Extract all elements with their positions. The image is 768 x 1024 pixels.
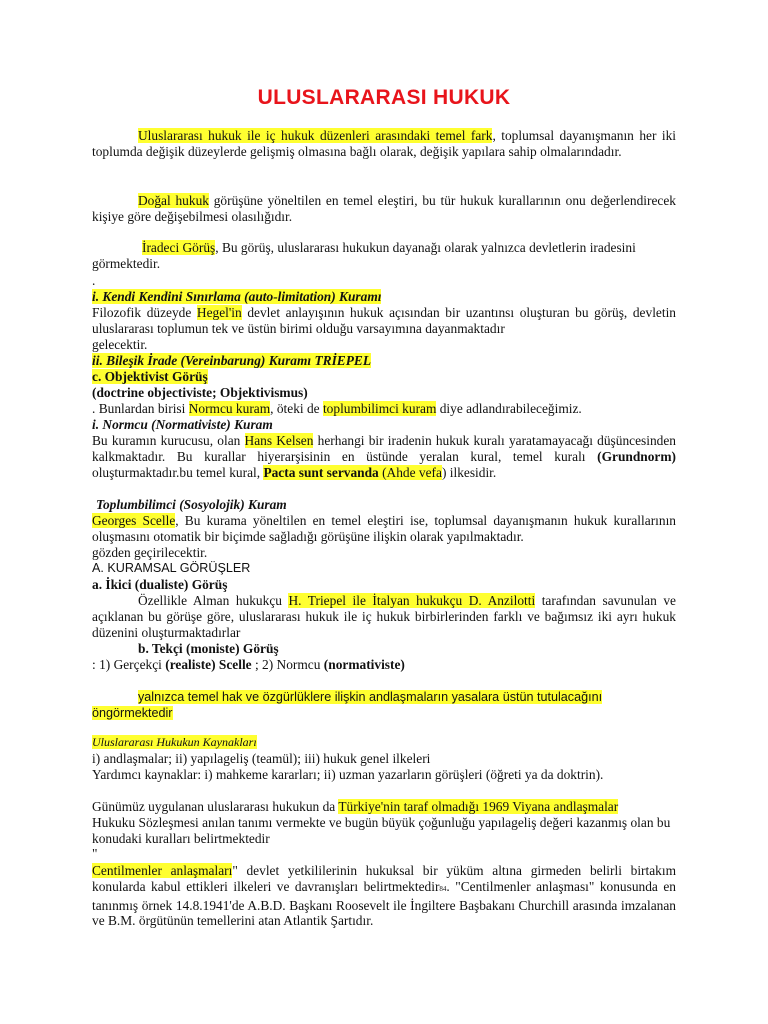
stray-dot: . bbox=[92, 273, 96, 288]
paragraph-scelle: Georges Scelle, Bu kurama yöneltilen en temel eleştiri ise, toplumsal dayanışmanın hukuk kurallarının oluşmasını otomatik bir biçimde sağladığı görüşüne ilişkin olarak yapılmaktadır. gözden geçirilecektir. bbox=[92, 513, 676, 560]
heading-normcu-kuram: i. Normcu (Normativiste) Kuram bbox=[92, 417, 273, 432]
heading-toplumbilimci: Toplumbilimci (Sosyolojik) Kuram bbox=[96, 497, 287, 512]
heading-kaynaklar: Uluslararası Hukukun Kaynakları bbox=[92, 735, 257, 749]
highlight: Hans Kelsen bbox=[244, 433, 314, 448]
paragraph-yardimci: Yardımcı kaynaklar: i) mahkeme kararları; ii) uzman yazarların görüşleri (öğreti ya da doktrin). bbox=[92, 767, 604, 782]
paragraph-realiste: : 1) Gerçekçi (realiste) Scelle ; 2) Normcu (normativiste) bbox=[92, 657, 405, 672]
paragraph-kelsen: Bu kuramın kurucusu, olan Hans Kelsen herhangi bir iradenin hukuk kuralı yaratamayacağı düşüncesinden kalkmaktadır. Bu kurallar hiyerarşisinin en üstünde yeralan kural, temel kuralı (Grundnorm) oluşturmaktadır.bu temel kural, Pacta sunt servanda (Ahde vefa) ilkesidir. bbox=[92, 433, 676, 480]
highlight: (Ahde vefa bbox=[378, 464, 442, 480]
highlight: toplumbilimci kuram bbox=[322, 401, 437, 416]
heading-objektivist: c. Objektivist Görüş bbox=[92, 369, 208, 384]
highlight: Centilmenler anlaşmaları bbox=[92, 863, 233, 878]
paragraph-iradeci-gorus: İradeci Görüş, Bu görüş, uluslararası hukukun dayanağı olarak yalnızca devletlerin iradesini görmektedir. bbox=[92, 240, 636, 271]
heading-ikici-gorus: a. İkici (dualiste) Görüş bbox=[92, 577, 228, 592]
highlight: Doğal hukuk bbox=[138, 193, 209, 208]
paragraph-dogal-hukuk: Doğal hukuk görüşüne yöneltilen en temel eleştiri, bu tür hukuk kurallarının onu değerlendirecek kişiye göre değişebilmesi olasılığıdır. bbox=[92, 193, 676, 224]
highlight: Türkiye'nin taraf olmadığı 1969 Viyana andlaşmalar bbox=[338, 799, 619, 814]
highlight: H. Triepel ile İtalyan hukukçu D. Anzilotti bbox=[288, 593, 536, 608]
highlight: Normcu kuram bbox=[188, 401, 271, 416]
footnote-ref: 84 bbox=[439, 884, 447, 893]
paragraph-temel-hak bbox=[92, 690, 676, 722]
highlight: Pacta sunt servanda bbox=[263, 464, 379, 480]
paragraph-normcu-toplum: . Bunlardan birisi Normcu kuram, öteki de toplumbilimci kuram diye adlandırabileceğimiz. bbox=[92, 401, 582, 416]
paragraph-hegel: Filozofik düzeyde Hegel'in devlet anlayışının hukuk açısından bir uzantınsı oluşturan bu görüş, devletin uluslararası toplumun tek ve üstün birimi olduğu varsayımına dayanmaktadır gelecektir. bbox=[92, 305, 676, 352]
heading-bilesik-irade: ii. Bileşik İrade (Vereinbarung) Kuramı TRİEPEL bbox=[92, 353, 372, 368]
paragraph-kaynaklar: i) andlaşmalar; ii) yapılageliş (teamül); iii) hukuk genel ilkeleri bbox=[92, 751, 431, 766]
highlight: İradeci Görüş bbox=[142, 240, 216, 255]
heading-kendi-kendini: i. Kendi Kendini Sınırlama (auto-limitation) Kuramı bbox=[92, 289, 382, 304]
heading-tekci-gorus: b. Tekçi (moniste) Görüş bbox=[138, 641, 279, 656]
highlight: Uluslararası hukuk ile iç hukuk düzenleri arasındaki temel fark bbox=[138, 128, 493, 143]
paragraph-centilmenler: Centilmenler anlaşmaları" devlet yetkililerinin hukuksal bir yüküm altına girmeden belirli birtakım konularda kabul ettikleri ilkeleri ve davranışları belirtmektedir84. "Centilmenler anlaşması" konusunda en tanınmış örnek 14.8.1941'de A.B.D. Başkanı Roosevelt ile İngiltere Başbakanı Churchill arasında imzalanan ve B.M. örgütünün temellerini atan Atlantik Şartıdır. bbox=[92, 863, 676, 929]
paragraph-temel-fark: Uluslararası hukuk ile iç hukuk düzenleri arasındaki temel fark, toplumsal dayanışmanın her iki toplumda değişik düzeylerde gelişmiş olmasına bağlı olarak, değişik yapılara sahip olmalarındadır. bbox=[92, 128, 677, 159]
page-title: ULUSLARARASI HUKUK bbox=[257, 86, 511, 109]
paragraph-viyana: Günümüz uygulanan uluslararası hukukun da Türkiye'nin taraf olmadığı 1969 Viyana andlaşmalar Hukuku Sözleşmesi anılan tanımı vermekte ve bugün büyük çoğunluğu yapılageliş değeri kazanmış olan bu konudaki kuralları belirtmektedir " bbox=[92, 799, 671, 862]
highlight: Hegel'in bbox=[196, 305, 242, 320]
highlight: yalnızca temel hak ve özgürlüklere ilişkin andlaşmaların yasalara üstün tutulacağını öngörmektedir bbox=[92, 690, 603, 720]
heading-doctrine: (doctrine objectiviste; Objektivismus) bbox=[92, 385, 308, 400]
paragraph-triepel: Özellikle Alman hukukçu H. Triepel ile İtalyan hukukçu D. Anzilotti tarafından savunulan ve açıklanan bu görüşe göre, uluslararası hukuk ile iç hukuk birbirlerinden farklı ve bağımsız iki ayrı hukuk düzenini oluşturmaktadırlar bbox=[92, 593, 676, 640]
heading-kuramsal-gorusler: A. KURAMSAL GÖRÜŞLER bbox=[92, 561, 251, 575]
highlight: Georges Scelle bbox=[92, 513, 176, 528]
